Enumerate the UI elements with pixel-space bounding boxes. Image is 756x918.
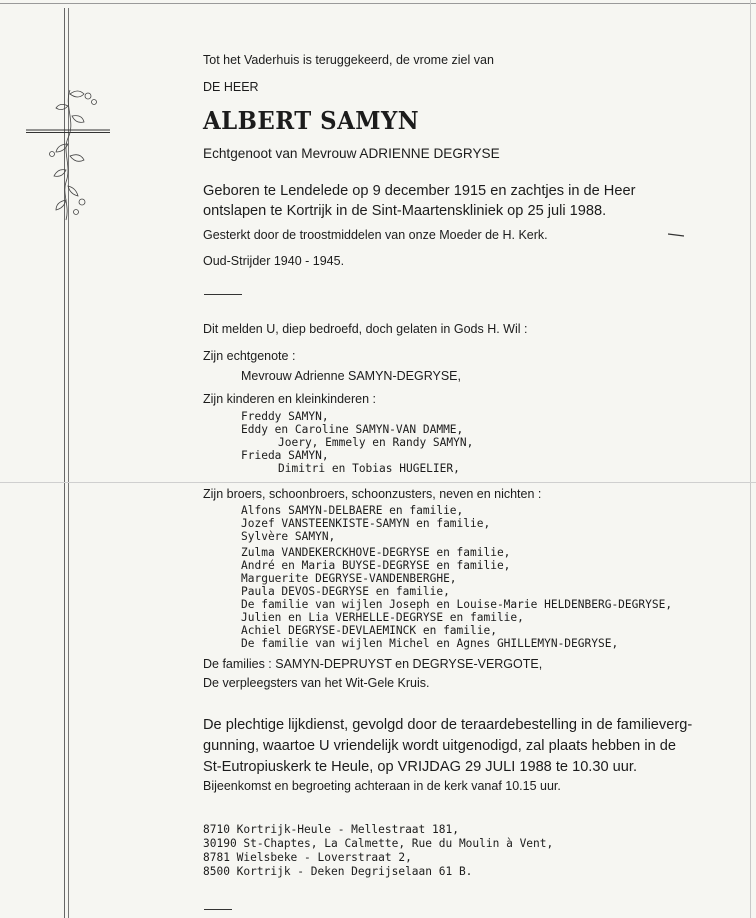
child-line: Freddy SAMYN, — [241, 410, 329, 423]
comfort-line: Gesterkt door de troostmiddelen van onze Moeder de H. Kerk. — [203, 228, 548, 242]
cross-with-vine-icon — [24, 86, 114, 226]
announce-line: Dit melden U, diep bedroefd, doch gelaten in Gods H. Wil : — [203, 322, 528, 336]
meeting-line: Bijeenkomst en begroeting achteraan in de kerk vanaf 10.15 uur. — [203, 779, 561, 793]
veteran-line: Oud-Strijder 1940 - 1945. — [203, 254, 345, 268]
bottom-dash — [204, 909, 232, 910]
address-line: 8781 Wielsbeke - Loverstraat 2, — [203, 851, 412, 864]
ink-mark — [668, 233, 684, 237]
grandchild-line: Dimitri en Tobias HUGELIER, — [278, 462, 460, 475]
child-line: Frieda SAMYN, — [241, 449, 329, 462]
fold-line — [0, 482, 756, 483]
relative-line: Jozef VANSTEENKISTE-SAMYN en familie, — [241, 517, 491, 530]
grandchild-line: Joery, Emmely en Randy SAMYN, — [278, 436, 474, 449]
address-line: 30190 St-Chaptes, La Calmette, Rue du Moulin à Vent, — [203, 837, 554, 850]
birth-line-1: Geboren te Lendelede op 9 december 1915 en zachtjes in de Heer — [203, 183, 636, 199]
birth-line-2: ontslapen te Kortrijk in de Sint-Maartenskliniek op 25 juli 1988. — [203, 203, 607, 219]
families-line: De families : SAMYN-DEPRUYST en DEGRYSE-VERGOTE, — [203, 657, 543, 671]
service-line-1: De plechtige lijkdienst, gevolgd door de teraardebestelling in de familieverg- — [203, 717, 693, 733]
spouse-name: Mevrouw Adrienne SAMYN-DEGRYSE, — [241, 369, 461, 383]
relative-line: Achiel DEGRYSE-DEVLAEMINCK en familie, — [241, 624, 497, 637]
relatives-heading: Zijn broers, schoonbroers, schoonzusters, neven en nichten : — [203, 487, 542, 501]
intro-text: Tot het Vaderhuis is teruggekeerd, de vrome ziel van — [203, 53, 494, 67]
top-edge — [0, 3, 756, 4]
service-line-2: gunning, waartoe U vriendelijk wordt uitgenodigd, zal plaats hebben in de — [203, 738, 676, 754]
relative-line: Zulma VANDEKERCKHOVE-DEGRYSE en familie, — [241, 546, 511, 559]
relative-line: De familie van wijlen Joseph en Louise-Marie HELDENBERG-DEGRYSE, — [241, 598, 673, 611]
title-text: DE HEER — [203, 80, 259, 94]
deceased-name: ALBERT SAMYN — [203, 106, 420, 135]
address-line: 8500 Kortrijk - Deken Degrijselaan 61 B. — [203, 865, 473, 878]
service-line-3: St-Eutropiuskerk te Heule, op VRIJDAG 29 JULI 1988 te 10.30 uur. — [203, 759, 637, 775]
nurses-line: De verpleegsters van het Wit-Gele Kruis. — [203, 676, 430, 690]
right-edge — [750, 0, 751, 918]
child-line: Eddy en Caroline SAMYN-VAN DAMME, — [241, 423, 464, 436]
relative-line: Marguerite DEGRYSE-VANDENBERGHE, — [241, 572, 457, 585]
relative-line: De familie van wijlen Michel en Agnes GHILLEMYN-DEGRYSE, — [241, 637, 619, 650]
relative-line: André en Maria BUYSE-DEGRYSE en familie, — [241, 559, 511, 572]
relative-line: Alfons SAMYN-DELBAERE en familie, — [241, 504, 464, 517]
relative-line: Paula DEVOS-DEGRYSE en familie, — [241, 585, 450, 598]
spouse-heading: Zijn echtgenote : — [203, 349, 296, 363]
spouse-line: Echtgenoot van Mevrouw ADRIENNE DEGRYSE — [203, 146, 500, 161]
relative-line: Julien en Lia VERHELLE-DEGRYSE en familie, — [241, 611, 524, 624]
divider-dash — [204, 294, 242, 295]
address-line: 8710 Kortrijk-Heule - Mellestraat 181, — [203, 823, 459, 836]
children-heading: Zijn kinderen en kleinkinderen : — [203, 392, 377, 406]
relative-line: Sylvère SAMYN, — [241, 530, 336, 543]
